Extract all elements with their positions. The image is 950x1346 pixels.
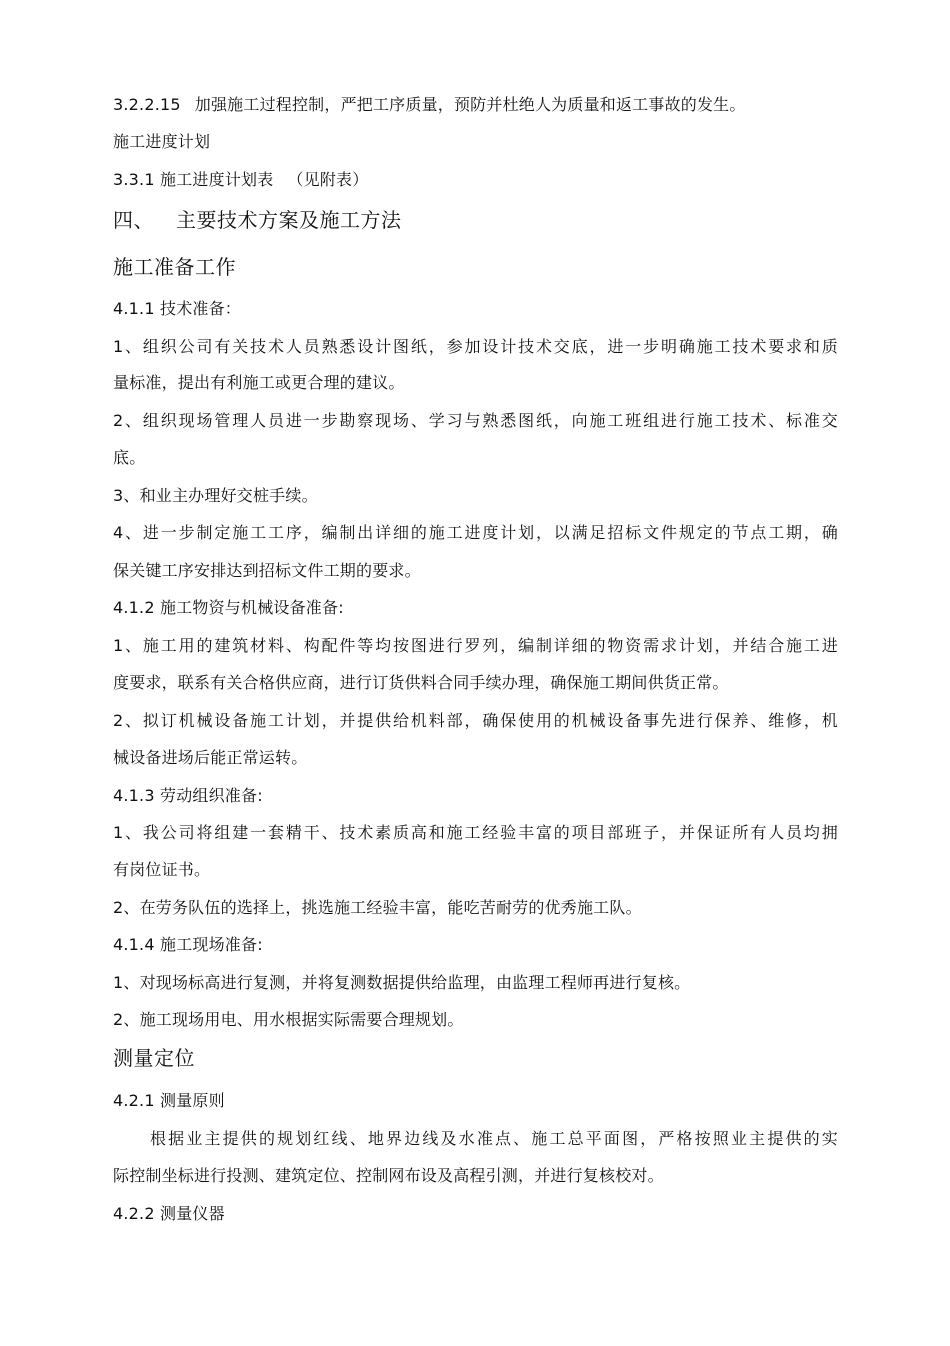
paragraph-line: 2、在劳务队伍的选择上，挑选施工经验丰富，能吃苦耐劳的优秀施工队。 (113, 898, 642, 917)
clause-3-3-1 (113, 169, 368, 191)
paragraph-line: 1、施工用的建筑材料、构配件等均按图进行罗列，编制详细的物资需求计划，并结合施工进 (113, 636, 838, 655)
paragraph-line: 械设备进场后能正常运转。 (113, 748, 308, 767)
paragraph-line: 度要求，联系有关合格供应商，进行订货供料合同手续办理，确保施工期间供货正常。 (113, 673, 729, 692)
paragraph-line: 根据业主提供的规划红线、地界边线及水准点、施工总平面图，严格按照业主提供的实 (150, 1129, 838, 1148)
clause-text: 施工进度计划表 (160, 170, 274, 189)
paragraph-line: 保关键工序安排达到招标文件工期的要求。 (113, 561, 421, 580)
section-heading-preparation: 施工准备工作 (113, 255, 236, 279)
paragraph-line: 有岗位证书。 (113, 860, 211, 879)
clause-number: 3.2.2.15 (113, 95, 181, 114)
paragraph-line: 3、和业主办理好交桩手续。 (113, 486, 318, 505)
section-heading-schedule: 施工进度计划 (113, 132, 211, 151)
subsection-4-2-2: 4.2.2 测量仪器 (113, 1204, 225, 1223)
paragraph-line: 2、拟订机械设备施工计划，并提供给机料部，确保使用的机械设备事先进行保养、维修，机 (113, 711, 838, 730)
subsection-4-1-3: 4.1.3 劳动组织准备: (113, 786, 263, 805)
subsection-4-1-1: 4.1.1 技术准备： (113, 299, 241, 318)
chapter-heading-4 (113, 206, 402, 234)
chapter-title: 主要技术方案及施工方法 (176, 208, 402, 232)
clause-number: 3.3.1 (113, 170, 155, 189)
paragraph-line: 际控制坐标进行投测、建筑定位、控制网布设及高程引测，并进行复核校对。 (113, 1166, 664, 1185)
paragraph-line: 1、组织公司有关技术人员熟悉设计图纸，参加设计技术交底，进一步明确施工技术要求和质 (113, 337, 838, 356)
paragraph-line: 底。 (113, 448, 146, 467)
paragraph-line: 2、施工现场用电、用水根据实际需要合理规划。 (113, 1010, 464, 1029)
paragraph-line: 1、我公司将组建一套精干、技术素质高和施工经验丰富的项目部班子，并保证所有人员均拥 (113, 823, 838, 842)
paragraph-line: 量标准，提出有利施工或更合理的建议。 (113, 373, 405, 392)
paragraph-line: 2、组织现场管理人员进一步勘察现场、学习与熟悉图纸，向施工班组进行施工技术、标准交 (113, 411, 838, 430)
subsection-4-2-1: 4.2.1 测量原则 (113, 1091, 225, 1110)
paragraph-line: 1、对现场标高进行复测，并将复测数据提供给监理，由监理工程师再进行复核。 (113, 973, 691, 992)
clause-3-2-2-15 (113, 94, 746, 116)
clause-note: （见附表） (287, 170, 369, 189)
paragraph-line: 4、进一步制定施工工序，编制出详细的施工进度计划，以满足招标文件规定的节点工期，确 (113, 523, 838, 542)
chapter-number: 四、 (113, 208, 154, 232)
subsection-4-1-4: 4.1.4 施工现场准备: (113, 935, 263, 954)
section-heading-survey: 测量定位 (113, 1046, 195, 1070)
subsection-4-1-2: 4.1.2 施工物资与机械设备准备: (113, 598, 344, 617)
clause-text: 加强施工过程控制，严把工序质量，预防并杜绝人为质量和返工事故的发生。 (194, 95, 746, 114)
